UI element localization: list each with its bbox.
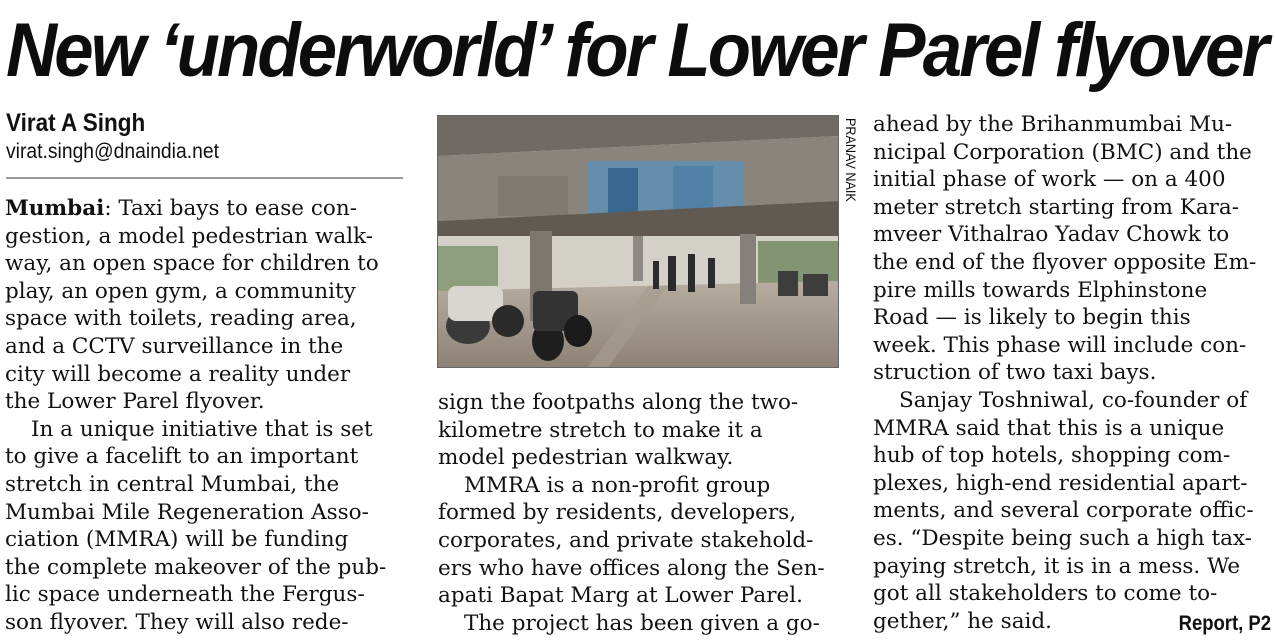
- body-line: ciation (MMRA) will be funding: [5, 527, 349, 553]
- body-line: The project has been given a go-: [464, 610, 820, 636]
- body-line: plexes, high-end residential apart-: [873, 470, 1248, 496]
- continued-on-page: Report, P2: [1178, 612, 1271, 635]
- body-line: ahead by the Brihanmumbai Mu-: [873, 112, 1233, 137]
- body-line: to give a facelift to an important: [5, 444, 359, 470]
- body-line: week. This phase will include con-: [873, 332, 1247, 358]
- body-line: model pedestrian walkway.: [438, 445, 734, 471]
- headline: New ‘underworld’ for Lower Parel flyover: [6, 8, 1267, 93]
- body-line: formed by residents, developers,: [438, 500, 797, 526]
- body-line: the complete makeover of the pub-: [5, 554, 387, 580]
- body-line: city will become a reality under: [5, 361, 351, 387]
- article-column-3: [873, 111, 1256, 635]
- body-line: play, an open gym, a community: [5, 278, 356, 304]
- body-line: apati Bapat Marg at Lower Parel.: [438, 583, 803, 609]
- body-line: pire mills towards Elphinstone: [873, 277, 1208, 303]
- body-line: hub of top hotels, shopping com-: [873, 443, 1231, 469]
- flyover-photo: [437, 115, 839, 368]
- body-line: meter stretch starting from Kara-: [873, 194, 1239, 220]
- body-line: es. “Despite being such a high tax-: [873, 525, 1252, 551]
- body-line: the Lower Parel flyover.: [5, 389, 265, 415]
- dateline: Mumbai: [5, 196, 105, 221]
- body-line: struction of two taxi bays.: [873, 360, 1157, 386]
- body-line: mveer Vithalrao Yadav Chowk to: [873, 222, 1230, 248]
- byline-name: Virat A Singh: [6, 109, 146, 137]
- byline-email: virat.singh@dnaindia.net: [6, 140, 219, 163]
- body-line: stretch in central Mumbai, the: [5, 471, 340, 497]
- body-line: Mumbai Mile Regeneration Asso-: [5, 499, 369, 525]
- body-line: the end of the flyover opposite Em-: [873, 249, 1257, 275]
- body-line: MMRA said that this is a unique: [873, 415, 1225, 441]
- body-line: space with toilets, reading area,: [5, 306, 357, 332]
- body-line: Sanjay Toshniwal, co-founder of: [899, 387, 1248, 413]
- body-line: corporates, and private stakehold-: [438, 527, 814, 553]
- body-line: In a unique initiative that is set: [31, 416, 373, 442]
- photo-credit: [842, 118, 860, 228]
- body-line: sign the footpaths along the two-: [438, 390, 799, 415]
- body-line: ers who have offices along the Sen-: [438, 555, 825, 581]
- body-line: son flyover. They will also rede-: [5, 609, 349, 635]
- body-line: gether,” he said.: [873, 608, 1053, 634]
- body-line: and a CCTV surveillance in the: [5, 333, 344, 359]
- body-line: lic space underneath the Fergus-: [5, 582, 365, 608]
- byline-divider: [6, 177, 403, 179]
- body-line: ments, and several corporate offic-: [873, 498, 1254, 524]
- body-line: kilometre stretch to make it a: [438, 417, 763, 443]
- body-line: paying stretch, it is in a mess. We: [873, 553, 1241, 579]
- photo-credit-text: PRANAV NAIK: [843, 118, 859, 202]
- body-line: got all stakeholders to come to-: [873, 581, 1218, 607]
- body-line: nicipal Corporation (BMC) and the: [873, 139, 1252, 165]
- body-line: way, an open space for children to: [5, 251, 379, 277]
- article-column-1: [5, 195, 386, 637]
- body-line: : Taxi bays to ease con-: [104, 196, 357, 221]
- body-line: Road — is likely to begin this: [873, 305, 1191, 331]
- article-column-2: [438, 389, 825, 637]
- body-line: initial phase of work — on a 400: [873, 167, 1226, 193]
- body-line: gestion, a model pedestrian walk-: [5, 223, 373, 249]
- body-line: MMRA is a non-profit group: [464, 472, 771, 498]
